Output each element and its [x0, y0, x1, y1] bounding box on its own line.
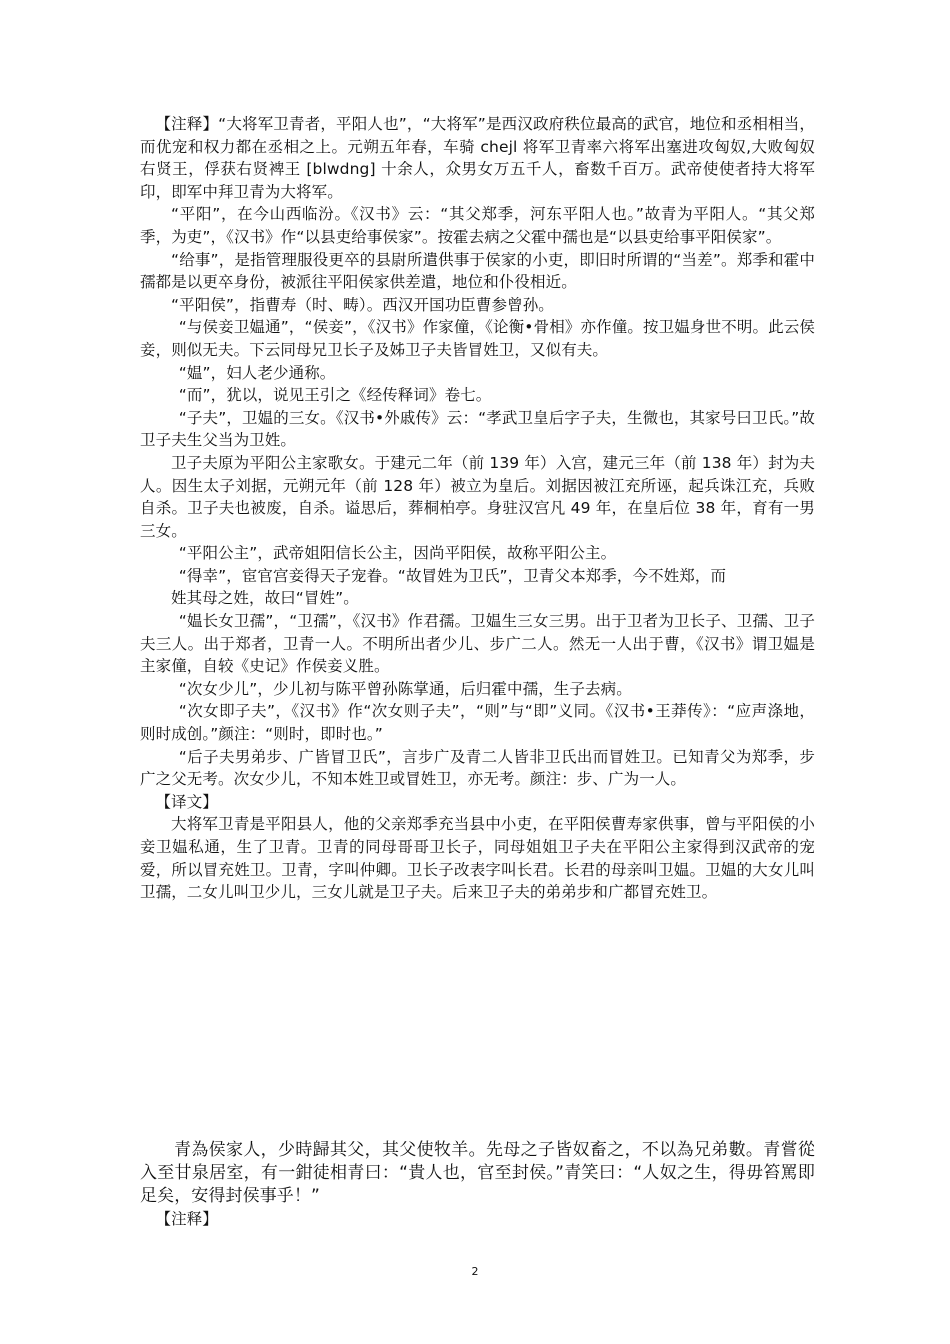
paragraph-translation: 大将军卫青是平阳县人，他的父亲郑季充当县中小吏，在平阳侯曹寿家供事，曾与平阳侯的小妾卫媪私通，生了卫青。卫青的同母哥哥卫长子，同母姐姐卫子夫在平阳公主家得到汉武帝的宠爱，所以冒充姓卫。卫青，字叫仲卿。卫长子改表字叫长君。长君的母亲叫卫媪。卫媪的大女儿叫卫孺，二女儿叫卫少儿，三女儿就是卫子夫。后来卫子夫的弟弟步和广都冒充姓卫。: [140, 815, 815, 902]
annotation-heading-2: 【注释】: [155, 1210, 218, 1228]
paragraph-annotation-title: 【注释】“大将军卫青者，平阳人也”，“大将军”是西汉政府秩位最高的武官，地位和丞相相当，而优宠和权力都在丞相之上。元朔五年春，车骑 chejl 将军卫青率六将军出塞进攻匈奴,大败匈奴右贤王，俘获右贤裨王 [blwdng] 十余人，众男女万五千人，畜数千百万。武帝使使者持大将军印，即军中拜卫青为大将军。: [140, 115, 815, 201]
paragraph-bu-guang: “后子夫男弟步、广皆冒卫氏”，言步广及青二人皆非卫氏出而冒姓卫。已知青父为郑季，步广之父无考。次女少儿，不知本姓卫或冒姓卫，亦无考。颜注：步、广为一人。: [140, 747, 815, 789]
paragraph-dexing-cont: 姓其母之姓，故曰“冒姓”。: [171, 589, 359, 608]
translation-heading: 【译文】: [155, 792, 218, 811]
paragraph-geishi: “给事”，是指管理服役更卒的县尉所遣供事于侯家的小吏，即旧时所谓的“当差”。郑季和霍中孺都是以更卒身份，被派往平阳侯家供差遣，地位和仆役相近。: [140, 250, 815, 292]
paragraph-er: “而”，犹以，说见王引之《经传释词》卷七。: [178, 386, 492, 405]
annotation-section: [140, 113, 815, 904]
paragraph-original-text: 青為侯家人，少時歸其父，其父使牧羊。先母之子皆奴畜之，不以為兄弟數。青嘗從入至甘泉居室，有一鉗徒相青曰：“貴人也，官至封侯。”青笑曰：“人奴之生，得毋笞罵即足矣，安得封侯事乎！”: [140, 1140, 815, 1206]
paragraph-houqie: “与侯妾卫媪通”，“侯妾”，《汉书》作家僮，《论衡•骨相》亦作僮。按卫媪身世不明。此云侯妾，则似无夫。下云同母兄卫长子及姊卫子夫皆冒姓卫，又似有夫。: [140, 318, 815, 359]
paragraph-wei-ru: “媪长女卫孺”，“卫孺”，《汉书》作君孺。卫媪生三女三男。出于卫者为卫长子、卫孺、卫子夫三人。出于郑者，卫青一人。不明所出者少儿、步广二人。然无一人出于曹，《汉书》谓卫媪是主家僮，自较《史记》作侯妾义胜。: [140, 612, 815, 676]
paragraph-dexing: “得幸”，宦官宫妾得天子宠眷。“故冒姓为卫氏”，卫青父本郑季，今不姓郑，而: [178, 566, 727, 585]
paragraph-wei-zifu-bio: 卫子夫原为平阳公主家歌女。于建元二年（前 139 年）入宫，建元三年（前 138 年）封为夫人。因生太子刘据，元朔元年（前 128 年）被立为皇后。刘据因被江充所诬，起兵诛江充，兵败自杀。卫子夫也被废，自杀。谥思后，葬桐柏亭。身驻汉宫凡 49 年，在皇后位 38 年，育有一男三女。: [140, 453, 815, 540]
paragraph-pingyang: “平阳”，在今山西临汾。《汉书》云：“其父郑季，河东平阳人也。”故青为平阳人。“其父郑季，为吏”，《汉书》作“以县吏给事侯家”。按霍去病之父霍中孺也是“以县吏给事平阳侯家”。: [140, 205, 815, 246]
page-number: 2: [471, 1265, 479, 1278]
paragraph-zifu: “子夫”，卫媪的三女。《汉书•外戚传》云：“孝武卫皇后字子夫，生微也，其家号曰卫氏。”故卫子夫生父当为卫姓。: [140, 408, 815, 450]
paragraph-shaoer: “次女少儿”，少儿初与陈平曾孙陈掌通，后归霍中孺，生子去病。: [178, 679, 632, 698]
paragraph-ao: “媪”，妇人老少通称。: [178, 363, 336, 382]
paragraph-pingyang-gongzhu: “平阳公主”，武帝姐阳信长公主，因尚平阳侯，故称平阳公主。: [178, 544, 617, 563]
original-text-section: [140, 1139, 815, 1231]
paragraph-pingyang-hou: “平阳侯”，指曹寿（时、畴）。西汉开国功臣曹参曾孙。: [171, 295, 554, 314]
paragraph-zifu-ze: “次女即子夫”，《汉书》作“次女则子夫”，“则”与“即”义同。《汉书•王莽传》：“应声涤地，则时成创。”颜注：“则时，即时也。”: [140, 702, 815, 744]
